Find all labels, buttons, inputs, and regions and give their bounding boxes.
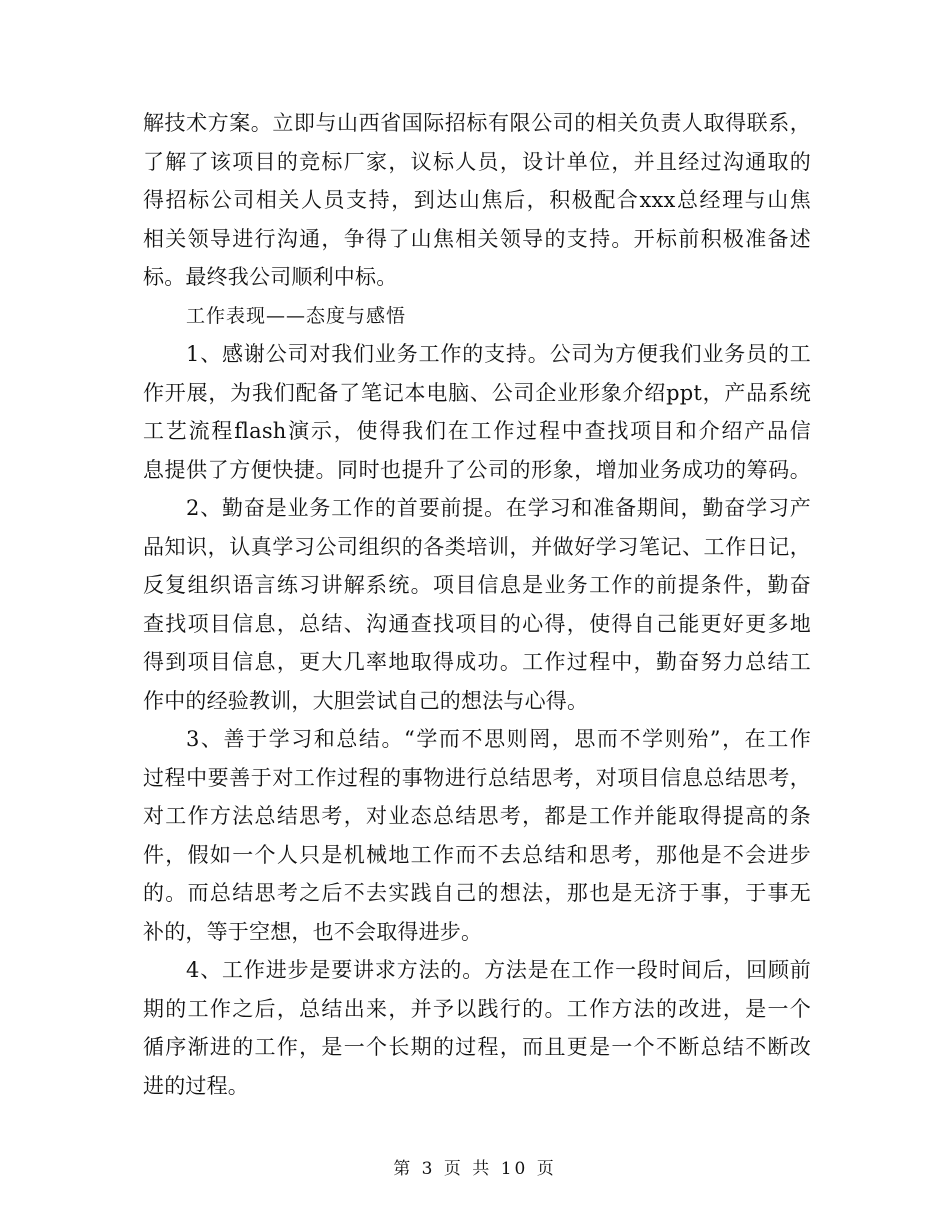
paragraph-first-line: 2、勤奋是业务工作的首要前提。在学习和准备期间，勤奋学习产 (186, 496, 811, 520)
text-line: 查找项目信息，总结、沟通查找项目的心得，使得自己能更好更多地 (143, 611, 811, 636)
text-line: 解技术方案。立即与山西省国际招标有限公司的相关负责人取得联系， (143, 111, 811, 135)
text-line: 对工作方法总结思考，对业态总结思考，都是工作并能取得提高的条 (143, 804, 811, 828)
text-line: 的。而总结思考之后不去实践自己的想法，那也是无济于事，于事无 (143, 881, 811, 905)
section-heading: 工作表现——态度与感悟 (186, 304, 407, 327)
page-number-footer: 第 3 页 共 10 页 (393, 1159, 557, 1179)
text-line: 反复组织语言练习讲解系统。项目信息是业务工作的前提条件，勤奋 (143, 573, 811, 597)
text-line: 得招标公司相关人员支持，到达山焦后，积极配合xxx总经理与山焦 (143, 188, 811, 212)
text-line: 相关领导进行沟通，争得了山焦相关领导的支持。开标前积极准备述 (143, 226, 811, 251)
text-line: 工艺流程flash演示，使得我们在工作过程中查找项目和介绍产品信 (143, 419, 811, 443)
text-line: 作开展，为我们配备了笔记本电脑、公司企业形象介绍ppt，产品系统 (143, 380, 811, 405)
text-line: 了解了该项目的竞标厂家，议标人员，设计单位，并且经过沟通取的 (143, 149, 811, 174)
text-line: 循序渐进的工作，是一个长期的过程，而且更是一个不断总结不断改 (143, 1035, 811, 1059)
paragraph-first-line: 4、工作进步是要讲求方法的。方法是在工作一段时间后，回顾前 (186, 958, 811, 982)
text-line: 标。最终我公司顺利中标。 (143, 265, 398, 289)
text-line: 进的过程。 (143, 1073, 249, 1098)
text-line: 得到项目信息，更大几率地取得成功。工作过程中，勤奋努力总结工 (143, 650, 811, 674)
document-body (143, 104, 811, 1105)
text-line: 期的工作之后，总结出来，并予以践行的。工作方法的改进，是一个 (143, 996, 811, 1021)
text-line: 件，假如一个人只是机械地工作而不去总结和思考，那他是不会进步 (143, 842, 811, 867)
text-line: 作中的经验教训，大胆尝试自己的想法与心得。 (143, 688, 589, 713)
text-line: 品知识，认真学习公司组织的各类培训，并做好学习笔记、工作日记， (143, 534, 811, 559)
text-line: 补的，等于空想，也不会取得进步。 (143, 919, 483, 944)
paragraph-first-line: 3、善于学习和总结。“学而不思则罔，思而不学则殆”，在工作 (186, 727, 811, 751)
paragraph-first-line: 1、感谢公司对我们业务工作的支持。公司为方便我们业务员的工 (186, 342, 811, 366)
text-line: 息提供了方便快捷。同时也提升了公司的形象，增加业务成功的筹码。 (143, 457, 811, 482)
text-line: 过程中要善于对工作过程的事物进行总结思考，对项目信息总结思考， (143, 765, 811, 790)
